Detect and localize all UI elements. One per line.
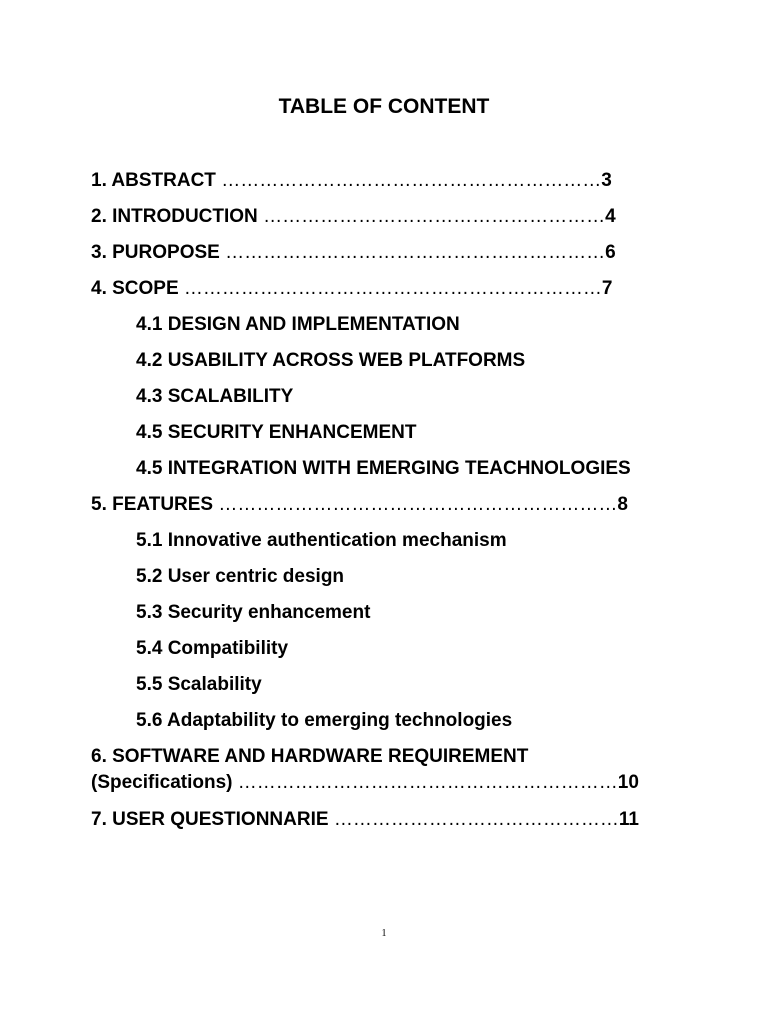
toc-leader-dots: ………………………………………………………… (183, 278, 602, 299)
toc-leader-dots: ……………………………………………… (263, 206, 606, 227)
toc-entry-label: 7. USER QUESTIONNARIE (91, 809, 334, 830)
toc-entry-features (91, 493, 628, 517)
toc-page-number: 10 (617, 772, 639, 793)
toc-entry-questionnaire (91, 808, 639, 832)
toc-entry-label: 2. INTRODUCTION (91, 206, 264, 227)
toc-leader-dots: …………………………………………………… (225, 242, 606, 263)
toc-entry-label: 4. SCOPE (91, 278, 184, 299)
page-title: TABLE OF CONTENT (278, 95, 490, 118)
toc-leader-dots: …………………………………………………… (221, 170, 602, 191)
toc-subentry-4-1: 4.1 DESIGN AND IMPLEMENTATION (136, 314, 460, 335)
toc-entry-label: 5. FEATURES (91, 494, 219, 515)
toc-subentry-5-1: 5.1 Innovative authentication mechanism (136, 530, 507, 551)
toc-subentry-4-5-security: 4.5 SECURITY ENHANCEMENT (136, 422, 417, 443)
toc-page-number: 3 (601, 170, 612, 191)
toc-subentry-5-3: 5.3 Security enhancement (136, 602, 371, 623)
toc-entry-label: 1. ABSTRACT (91, 170, 222, 191)
toc-subentry-4-2: 4.2 USABILITY ACROSS WEB PLATFORMS (136, 350, 526, 371)
toc-entry-scope (91, 277, 613, 301)
toc-subentry-5-2: 5.2 User centric design (136, 566, 345, 587)
toc-entry-puropose (91, 241, 616, 265)
toc-leader-dots: ……………………………………… (333, 809, 619, 830)
toc-entry-label: 3. PUROPOSE (91, 242, 226, 263)
toc-subentry-4-3: 4.3 SCALABILITY (136, 386, 294, 407)
toc-entry-abstract (91, 169, 612, 193)
page-number: 1 (381, 928, 387, 939)
toc-subentry-5-4: 5.4 Compatibility (136, 638, 289, 659)
toc-subentry-5-6: 5.6 Adaptability to emerging technologies (136, 710, 513, 731)
toc-page-number: 4 (605, 206, 616, 227)
toc-subentry-4-5-integration: 4.5 INTEGRATION WITH EMERGING TEACHNOLOGIES (136, 458, 631, 479)
toc-entry-specifications (91, 771, 639, 795)
toc-entry-introduction (91, 205, 616, 229)
toc-leader-dots: ……………………………………………………… (218, 494, 618, 515)
toc-subentry-5-5: 5.5 Scalability (136, 674, 262, 695)
toc-leader-dots: …………………………………………………… (237, 772, 618, 793)
toc-page-number: 7 (601, 278, 613, 299)
toc-page-number: 11 (618, 809, 639, 830)
toc-page-number: 6 (605, 242, 616, 263)
toc-page-number: 8 (617, 494, 628, 515)
toc-entry-requirements: 6. SOFTWARE AND HARDWARE REQUIREMENT (91, 746, 529, 767)
toc-entry-label: (Specifications) (91, 772, 238, 793)
